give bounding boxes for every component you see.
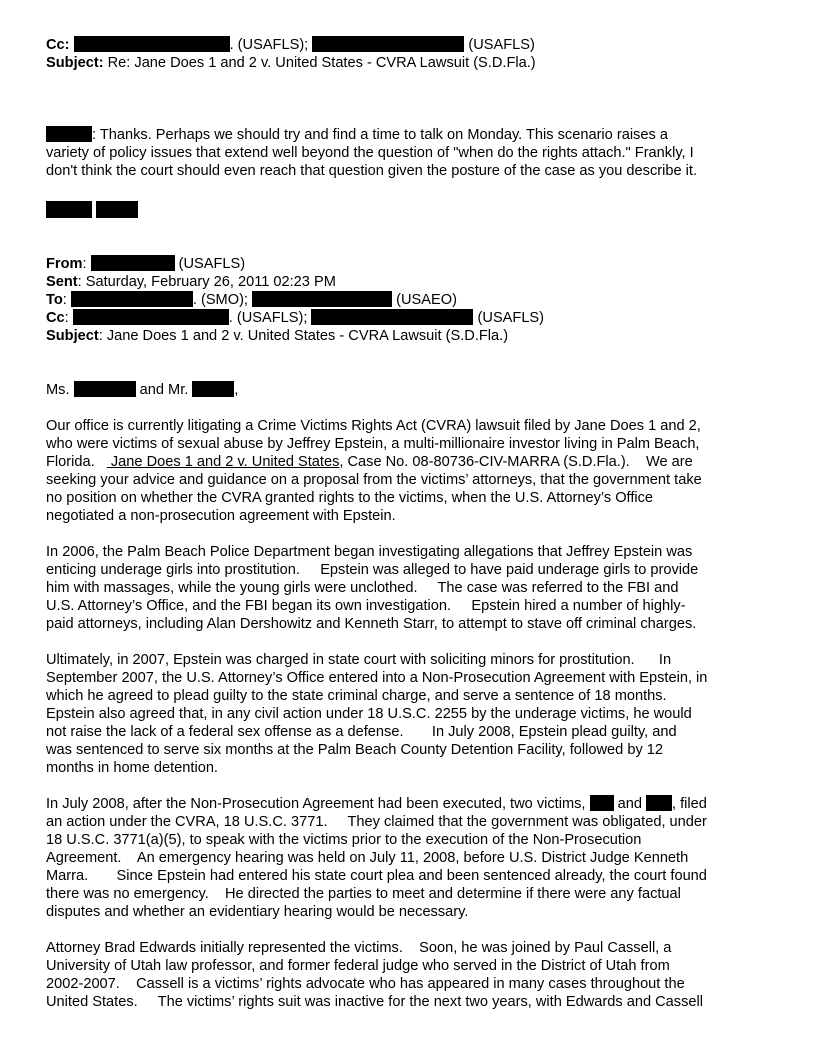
reply-header: [46, 36, 776, 72]
forwarded-header: [46, 255, 776, 345]
redaction: [74, 381, 136, 397]
from-line: From: (USAFLS): [46, 256, 246, 272]
paragraph: In July 2008, after the Non-Prosecution Agreement had been executed, two victims, and , filed an action under the CVRA, 18 U.S.C. 3771. They claimed that the government was obligated, under 18 U.S.C. 3771(a)(5), to speak with the victims prior to the execution of the Non-Prosecution Agreement. An emergency hearing was held on July 11, 2008, before U.S. District Judge Kenneth Marra. Since Epstein had entered his state court plea and been sentenced already, the court found there was no emergency. He directed the parties to meet and determine if there were any factual disputes and whether an evidentiary hearing would be necessary.: [46, 796, 707, 920]
subject-label: Subject:: [46, 55, 104, 71]
to-line: To: . (SMO); (USAEO): [46, 292, 457, 308]
paragraph: Ultimately, in 2007, Epstein was charged in state court with soliciting minors for prostitution. In September 2007, the U.S. Attorney’s Office entered into a Non-Prosecution Agreement with Epstein, in which he agreed to plead guilty to the state criminal charge, and serve a sentence of 18 months. Epstein also agreed that, in any civil action under 18 U.S.C. 2255 by the underage victims, he would not raise the lack of a federal sex offense as a defense. In July 2008, Epstein plead guilty, and was sentenced to serve six months at the Palm Beach County Detention Facility, followed by 12 months in home detention.: [46, 652, 708, 776]
cc-line: Cc: . (USAFLS); (USAFLS): [46, 37, 535, 53]
sent-line: Sent: Saturday, February 26, 2011 02:23 PM: [46, 274, 336, 290]
cc-line: Cc: . (USAFLS); (USAFLS): [46, 310, 545, 326]
redaction: [311, 309, 473, 325]
paragraph: In 2006, the Palm Beach Police Department began investigating allegations that Jeffrey Epstein was enticing underage girls into prostitution. Epstein was alleged to have paid underage girls to provide him with massages, while the young girls were unclothed. The case was referred to the FBI and U.S. Attorney’s Office, and the FBI began its own investigation. Epstein hired a number of highly- paid attorneys, including Alan Dershowitz and Kenneth Starr, to attempt to stave off criminal charges.: [46, 544, 699, 632]
reply-body: : Thanks. Perhaps we should try and find a time to talk on Monday. This scenario raises a variety of policy issues that extend well beyond the question of "when do the rights attach." Frankly, I don't think the court should even reach that question given the posture of the case as you describe it.: [46, 127, 697, 179]
subject-line: Subject: Jane Does 1 and 2 v. United States - CVRA Lawsuit (S.D.Fla.): [46, 328, 509, 344]
redaction: [74, 36, 230, 52]
redaction: [96, 201, 138, 218]
signature-redaction: [46, 201, 776, 220]
subject-line: Subject: Re: Jane Does 1 and 2 v. United States - CVRA Lawsuit (S.D.Fla.): [46, 55, 536, 71]
redaction: [73, 309, 229, 325]
redaction: [646, 795, 672, 811]
redaction: [590, 795, 614, 811]
redaction: [71, 291, 193, 307]
redaction: [252, 291, 392, 307]
paragraph: Our office is currently litigating a Crime Victims Rights Act (CVRA) lawsuit filed by Jane Does 1 and 2, who were victims of sexual abuse by Jeffrey Epstein, a multi-millionaire investor living in Palm Beach, Florida. Jane Does 1 and 2 v. United States, Case No. 08-80736-CIV-MARRA (S.D.Fla.). We are seeking your advice and guidance on a proposal from the victims’ attorneys, that the government take no position on whether the CVRA granted rights to the victims, when the U.S. Attorney’s Office negotiated a non-prosecution agreement with Epstein.: [46, 418, 702, 524]
redaction: [312, 36, 464, 52]
redaction: [46, 201, 92, 218]
cc-label: Cc:: [46, 37, 70, 53]
redaction: [91, 255, 175, 271]
redaction: [192, 381, 234, 397]
greeting: Ms. and Mr. ,: [46, 382, 239, 398]
redaction: [46, 126, 92, 142]
paragraph: Attorney Brad Edwards initially represented the victims. Soon, he was joined by Paul Cassell, a University of Utah law professor, and former federal judge who served in the District of Utah from 2002-2007. Cassell is a victims’ rights advocate who has appeared in many cases throughout the United States. The victims’ rights suit was inactive for the next two years, with Edwards and Cassell: [46, 940, 703, 1010]
case-name: Jane Does 1 and 2 v. United States: [106, 454, 340, 470]
